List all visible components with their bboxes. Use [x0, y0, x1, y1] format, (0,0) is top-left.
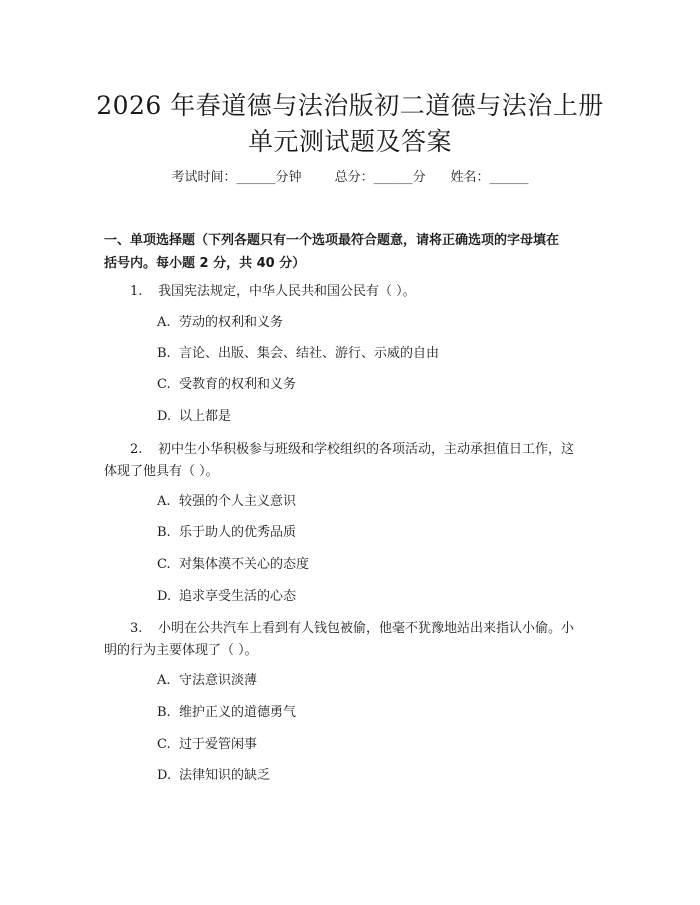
option-2b [157, 523, 597, 543]
question-text: 小明在公共汽车上看到有人钱包被偷，他毫不犹豫地站出来指认小偷。小 [158, 621, 575, 636]
option-label: D. [157, 409, 172, 424]
section-heading-line-2: 括号内。每小题 2 分，共 40 分） [104, 256, 306, 271]
option-label: A. [157, 673, 171, 688]
question-text: 初中生小华积极参与班级和学校组织的各项活动，主动承担值日工作，这 [158, 442, 575, 457]
total-score-unit: 分 [412, 170, 426, 185]
total-score-blank: ______ [373, 170, 413, 185]
option-label: A. [157, 494, 171, 509]
question-number: 3. [130, 621, 143, 636]
option-3c [157, 735, 597, 755]
student-name-blank: ______ [489, 170, 529, 185]
option-label: C. [157, 737, 171, 752]
option-text: 受教育的权利和义务 [179, 377, 297, 392]
option-text: 劳动的权利和义务 [179, 315, 284, 330]
question-2-continued: 体现了他具有（ ）。 [104, 464, 219, 479]
option-1d [157, 407, 597, 427]
exam-info-row [0, 168, 700, 188]
option-text: 以上都是 [179, 409, 232, 424]
exam-time-blank: ______ [236, 170, 276, 185]
question-text: 我国宪法规定，中华人民共和国公民有（ ）。 [158, 284, 416, 299]
option-1b [157, 344, 597, 364]
option-label: A. [157, 315, 171, 330]
option-text: 乐于助人的优秀品质 [179, 525, 297, 540]
total-score-label: 总分： [334, 170, 374, 185]
option-label: D. [157, 589, 172, 604]
option-label: C. [157, 557, 171, 572]
option-label: D. [157, 768, 172, 783]
option-label: B. [157, 705, 171, 720]
question-number: 1. [130, 284, 143, 299]
option-label: C. [157, 377, 171, 392]
option-text: 较强的个人主义意识 [179, 494, 297, 509]
option-text: 过于爱管闲事 [179, 737, 258, 752]
exam-time-unit: 分钟 [275, 170, 302, 185]
document-title-line-2: 单元测试题及答案 [247, 127, 452, 156]
option-label: B. [157, 346, 171, 361]
question-3 [104, 618, 604, 640]
question-number: 2. [130, 442, 143, 457]
option-3b [157, 703, 597, 723]
option-text: 法律知识的缺乏 [179, 768, 271, 783]
section-heading-line-1: 一、单项选择题（下列各题只有一个选项最符合题意，请将正确选项的字母填在 [104, 233, 560, 248]
option-2a [157, 492, 597, 512]
option-text: 追求享受生活的心态 [179, 589, 297, 604]
option-3d [157, 766, 597, 786]
question-3-continued: 明的行为主要体现了（ ）。 [104, 643, 258, 658]
option-text: 对集体漠不关心的态度 [179, 557, 310, 572]
document-title-line-1: 2026 年春道德与法治版初二道德与法治上册 [96, 91, 604, 120]
option-1c [157, 375, 597, 395]
option-2d [157, 587, 597, 607]
option-label: B. [157, 525, 171, 540]
exam-time-label: 考试时间： [171, 170, 237, 185]
option-text: 守法意识淡薄 [179, 673, 258, 688]
option-2c [157, 555, 597, 575]
option-1a [157, 313, 597, 333]
option-text: 言论、出版、集会、结社、游行、示威的自由 [179, 346, 440, 361]
student-name-label: 姓名： [450, 170, 490, 185]
question-2 [104, 439, 604, 461]
option-text: 维护正义的道德勇气 [179, 705, 297, 720]
question-1 [104, 281, 604, 303]
option-3a [157, 671, 597, 691]
